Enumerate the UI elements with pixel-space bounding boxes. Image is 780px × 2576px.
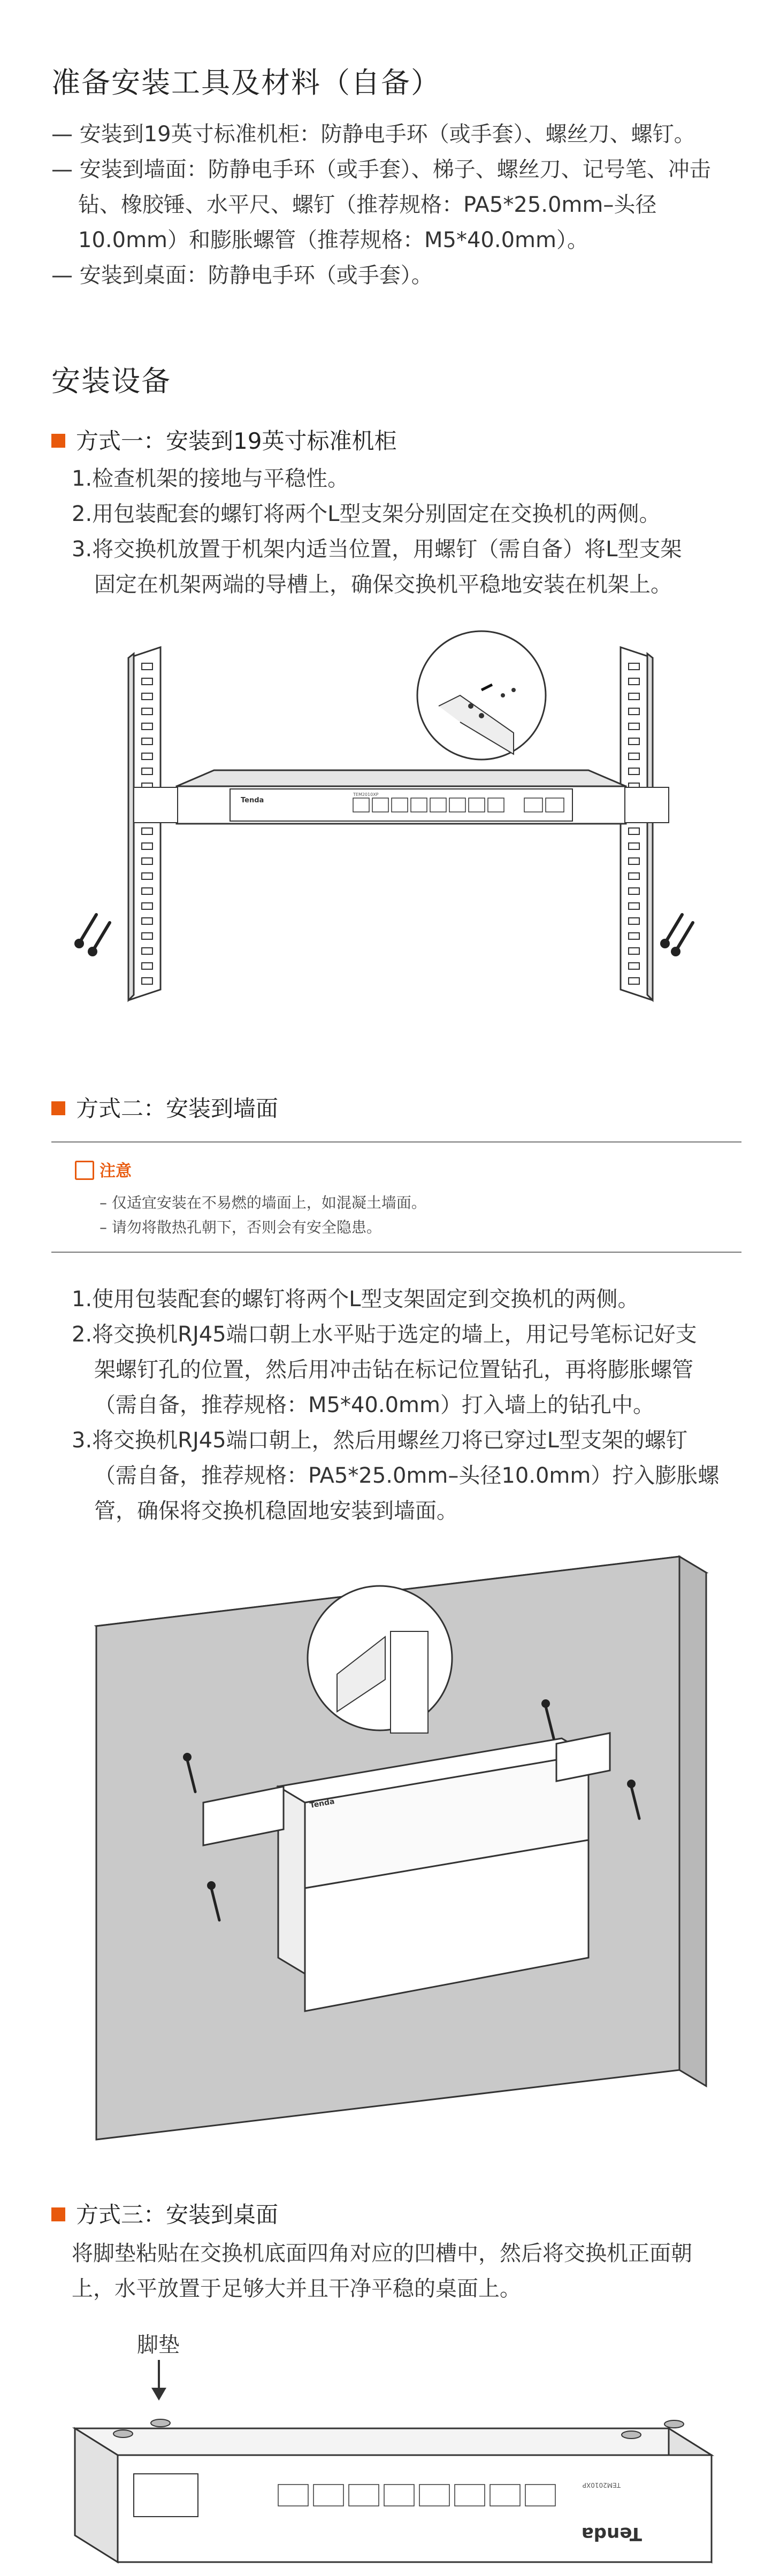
rack-slot	[629, 723, 639, 730]
install-title: 安装设备	[51, 364, 171, 398]
tools-item: 钻、橡胶锤、水平尺、螺钉（推荐规格：PA5*25.0mm–头径	[78, 193, 657, 217]
method2-step: （需自备，推荐规格：M5*40.0mm）打入墙上的钻孔中。	[94, 1393, 654, 1417]
sfp-port	[546, 798, 564, 812]
rj45-port	[313, 2485, 343, 2506]
device-model: TEM2010XP	[353, 792, 379, 797]
method2-step: 1.使用包装配套的螺钉将两个L型支架固定到交换机的两侧。	[72, 1287, 639, 1312]
tools-item: — 安装到桌面：防静电手环（或手套）。	[51, 263, 433, 288]
note-top-divider	[51, 1141, 741, 1143]
desktop-illustration	[64, 2407, 733, 2567]
rack-slot	[629, 768, 639, 775]
rj45-port	[449, 798, 465, 812]
method2-heading: 方式二：安装到墙面	[51, 1091, 278, 1123]
sfp-port	[524, 798, 542, 812]
rack-slot	[629, 948, 639, 954]
tools-item: — 安装到19英寸标准机柜：防静电手环（或手套）、螺丝刀、螺钉。	[51, 122, 695, 147]
rack-slot	[142, 843, 152, 849]
rj45-port	[419, 2485, 449, 2506]
method1-step: 2.用包装配套的螺钉将两个L型支架分别固定在交换机的两侧。	[72, 502, 661, 526]
rack-slot	[142, 723, 152, 730]
rack-slot	[629, 663, 639, 670]
rack-slot	[629, 933, 639, 939]
method2-step: 架螺钉孔的位置，然后用冲击钻在标记位置钻孔，再将膨胀螺管	[94, 1358, 693, 1382]
method3-text: 将脚垫粘贴在交换机底面四角对应的凹槽中，然后将交换机正面朝	[72, 2241, 692, 2266]
rj45-port	[392, 798, 408, 812]
orange-bullet-icon	[51, 434, 65, 448]
method1-heading: 方式一：安装到19英寸标准机柜	[51, 424, 396, 456]
tools-item: 10.0mm）和膨胀螺管（推荐规格：M5*40.0mm）。	[78, 228, 588, 252]
method1-step: 3.将交换机放置于机架内适当位置，用螺钉（需自备）将L型支架	[72, 537, 682, 562]
method2-step: 2.将交换机RJ45端口朝上水平贴于选定的墙上，用记号笔标记好支	[72, 1322, 697, 1347]
rack-slot	[142, 933, 152, 939]
method2-step: （需自备，推荐规格：PA5*25.0mm–头径10.0mm）拧入膨胀螺	[94, 1463, 720, 1488]
rack-slot	[629, 873, 639, 879]
rj45-port	[525, 2485, 555, 2506]
device-model: TEM2010XP	[582, 2481, 621, 2489]
rj45-port	[353, 798, 369, 812]
rack-slot	[142, 948, 152, 954]
rack-slot	[142, 693, 152, 700]
rack-slot	[629, 693, 639, 700]
rj45-port	[349, 2485, 379, 2506]
note-item: – 请勿将散热孔朝下，否则会有安全隐患。	[100, 1218, 381, 1236]
rack-slot	[629, 828, 639, 834]
rack-slot	[629, 678, 639, 685]
rack-mount-illustration	[53, 626, 728, 1032]
note-title: 注意	[75, 1157, 132, 1182]
rack-slot	[142, 963, 152, 969]
rack-slot	[142, 903, 152, 909]
rack-slot	[629, 708, 639, 715]
note-item: – 仅适宜安装在不易燃的墙面上，如混凝土墙面。	[100, 1194, 426, 1212]
wall-mount-illustration	[86, 1540, 717, 2156]
rack-slot	[142, 738, 152, 745]
edit-note-icon	[75, 1161, 94, 1180]
device-brand-mirrored: Tenda	[581, 2523, 642, 2544]
method3-text: 上，水平放置于足够大并且干净平稳的桌面上。	[72, 2276, 521, 2301]
device-brand: Tenda	[309, 1797, 335, 1810]
rj45-port	[455, 2485, 485, 2506]
method3-heading: 方式三：安装到桌面	[51, 2197, 278, 2229]
rack-slot	[629, 843, 639, 849]
tools-item: — 安装到墙面：防静电手环（或手套）、梯子、螺丝刀、记号笔、冲击	[51, 157, 711, 182]
device-brand: Tenda	[241, 796, 264, 804]
note-bottom-divider	[51, 1252, 741, 1253]
arrow-head-icon	[151, 2388, 166, 2401]
rack-slot	[142, 858, 152, 864]
tools-title: 准备安装工具及材料（自备）	[51, 66, 441, 99]
rj45-port	[490, 2485, 520, 2506]
orange-bullet-icon	[51, 2207, 65, 2221]
rack-slot	[142, 978, 152, 984]
rj45-port	[411, 798, 427, 812]
method1-step: 固定在机架两端的导槽上，确保交换机平稳地安装在机架上。	[94, 572, 672, 597]
rack-slot	[142, 678, 152, 685]
rack-slot	[629, 963, 639, 969]
rack-slot	[142, 873, 152, 879]
rj45-port	[278, 2485, 308, 2506]
rack-slot	[142, 918, 152, 924]
rj45-port	[469, 798, 485, 812]
rack-slot	[142, 708, 152, 715]
rj45-port	[384, 2485, 414, 2506]
rack-slot	[142, 768, 152, 775]
rack-slot	[142, 663, 152, 670]
rj45-port	[488, 798, 504, 812]
rack-slot	[629, 903, 639, 909]
rack-slot	[629, 888, 639, 894]
rj45-port	[430, 798, 446, 812]
rack-slot	[142, 753, 152, 760]
rj45-port	[372, 798, 388, 812]
rack-slot	[629, 738, 639, 745]
rack-slot	[629, 918, 639, 924]
arrow-down-icon	[158, 2360, 160, 2392]
rack-slot	[629, 858, 639, 864]
method1-step: 1.检查机架的接地与平稳性。	[72, 466, 349, 491]
method2-step: 3.将交换机RJ45端口朝上，然后用螺丝刀将已穿过L型支架的螺钉	[72, 1428, 687, 1453]
rack-slot	[142, 828, 152, 834]
orange-bullet-icon	[51, 1101, 65, 1115]
rack-slot	[142, 888, 152, 894]
foot-pad-label: 脚垫	[137, 2333, 180, 2357]
rack-slot	[629, 753, 639, 760]
method2-step: 管，确保将交换机稳固地安装到墙面。	[94, 1499, 458, 1523]
rack-slot	[629, 978, 639, 984]
